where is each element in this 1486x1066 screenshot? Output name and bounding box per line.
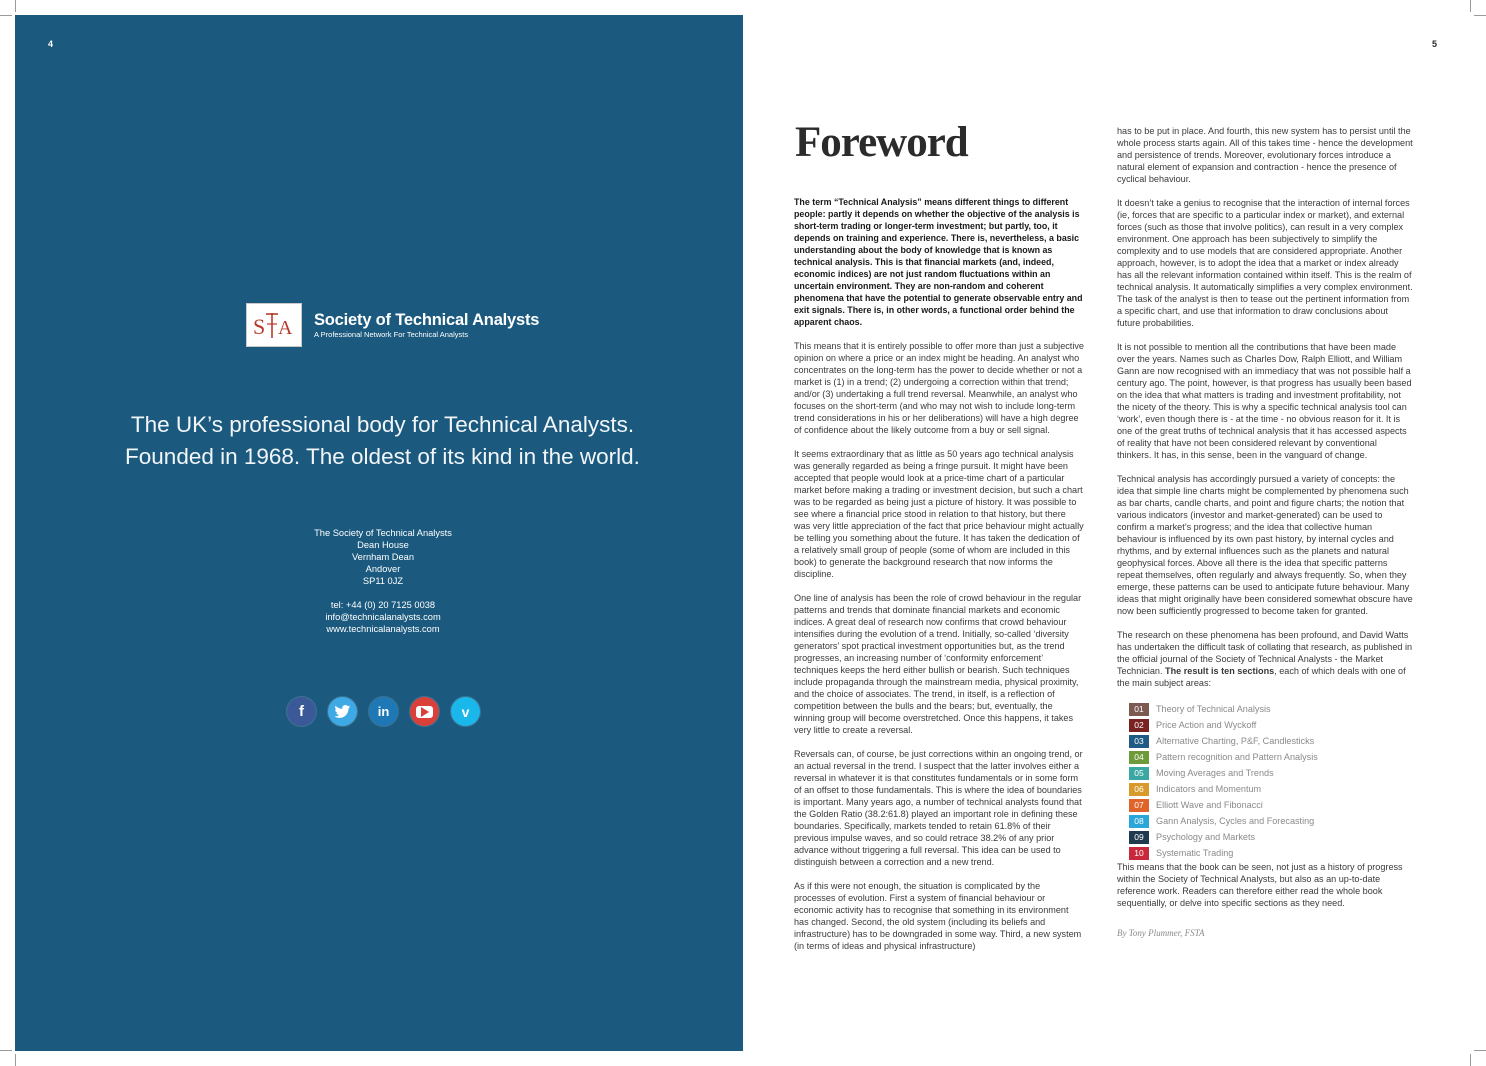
right-page bbox=[743, 0, 1486, 1066]
paragraph: As if this were not enough, the situation is complicated by the processes of evolution. First a system of financial behaviour or economic activity has to recognise that something in its environment has changed. Second, the old system (including its beliefs and infrastructure) has to be downgraded in some way. Third, a new system (in terms of ideas and physical infrastructure) bbox=[794, 881, 1082, 951]
sections-list bbox=[1129, 701, 1413, 861]
address-line: The Society of Technical Analysts bbox=[314, 528, 452, 538]
lead-paragraph: The term “Technical Analysis” means different things to different people: partly it depends on whether the objective of the analysis is short-term trading or longer-term investment; but partly, too, it depends on training and experience. There is, nevertheless, a basic understanding about the body of knowledge that is known as technical analysis. This is that financial markets (and, indeed, economic indices) are not just random fluctuations within an uncertain environment. They are non-random and coherent phenomena that have the potential to generate observable entry and exit signals. There is, in other words, a functional order behind the apparent chaos. bbox=[794, 197, 1083, 327]
section-label: Indicators and Momentum bbox=[1156, 784, 1262, 794]
paragraph: It seems extraordinary that as little as 50 years ago technical analysis was generally regarded as being a fringe pursuit. It might have been accepted that people would look at a price-time chart of a particular market before making a trading or investment decision, but such a chart was to be regarded as being just a picture of history. It was possible to see where a financial price stood in relation to that history, but there was very little appreciation of the fact that price behaviour might actually be telling you something about the future. It has taken the dedication of a relatively small group of people (some of whom are included in this book) to generate the background research that now informs the discipline. bbox=[794, 449, 1084, 579]
facebook-icon[interactable]: f bbox=[287, 697, 316, 726]
section-number-badge: 04 bbox=[1129, 751, 1149, 764]
logo-tagline: A Professional Network For Technical Analysts bbox=[314, 329, 469, 339]
address-line: Dean House bbox=[357, 540, 409, 550]
research-paragraph bbox=[1117, 629, 1413, 689]
research-bold: The result is ten sections bbox=[1165, 666, 1275, 676]
section-number-badge: 10 bbox=[1129, 847, 1149, 860]
paragraph: It doesn’t take a genius to recognise that the interaction of internal forces (ie, forces that are specific to a particular index or market), and external forces (such as those that involve politics), can result in a very complex environment. One approach has been subjectively to simplify the complexity and to use models that are considered appropriate. Another approach, however, is to adopt the idea that a market or index already has all the relevant information contained within itself. This is the realm of technical analysis. It automatically simplifies a very complex environment. The task of the analyst is then to tease out the pertinent information from a specific chart, and use that information to draw conclusions about future probabilities. bbox=[1117, 198, 1413, 328]
section-item bbox=[1129, 765, 1413, 781]
section-item bbox=[1129, 813, 1413, 829]
sta-logo-icon bbox=[251, 310, 297, 340]
paragraph: Technical analysis has accordingly pursued a variety of concepts: the idea that simple line charts might be complemented by phenomena such as bar charts, candle charts, and point and figure charts; the notion that various indicators (investor and market-generated) can be used to confirm a market’s progress; and the idea that collective human behaviour is influenced by its own past history, by internal cycles and rhythms, and by external influences such as the planets and natural geophysical forces. Above all there is the idea that specific patterns repeat themselves, often regularly and always frequently. So, when they emerge, these patterns can be used to anticipate future behaviour. Many ideas that might originally have been considered somewhat obscure have now been sufficiently progressed to become taken for granted. bbox=[1117, 474, 1413, 616]
section-number-badge: 07 bbox=[1129, 799, 1149, 812]
svg-text:A: A bbox=[278, 317, 293, 339]
section-number-badge: 01 bbox=[1129, 703, 1149, 716]
column-left bbox=[794, 196, 1084, 964]
contact-email[interactable]: info@technicalanalysts.com bbox=[325, 612, 441, 622]
section-item bbox=[1129, 845, 1413, 861]
crop-mark bbox=[0, 1050, 12, 1051]
crop-mark bbox=[15, 0, 16, 12]
section-label: Pattern recognition and Pattern Analysis bbox=[1156, 752, 1318, 762]
section-number-badge: 09 bbox=[1129, 831, 1149, 844]
social-icons bbox=[287, 697, 480, 726]
contact-phone: tel: +44 (0) 20 7125 0038 bbox=[330, 600, 436, 610]
svg-text:S: S bbox=[253, 314, 266, 339]
section-label: Elliott Wave and Fibonacci bbox=[1156, 800, 1263, 810]
sta-logo bbox=[246, 303, 539, 347]
section-label: Systematic Trading bbox=[1156, 848, 1234, 858]
page-title: Foreword bbox=[795, 119, 968, 166]
address-block bbox=[15, 527, 751, 635]
section-item bbox=[1129, 797, 1413, 813]
address-line: Andover bbox=[365, 564, 401, 574]
section-label: Price Action and Wyckoff bbox=[1156, 720, 1257, 730]
section-item bbox=[1129, 829, 1413, 845]
section-item bbox=[1129, 701, 1413, 717]
section-label: Theory of Technical Analysis bbox=[1156, 704, 1271, 714]
section-number-badge: 03 bbox=[1129, 735, 1149, 748]
section-number-badge: 08 bbox=[1129, 815, 1149, 828]
section-item bbox=[1129, 749, 1413, 765]
paragraph: Reversals can, of course, be just corrections within an ongoing trend, or an actual reversal in the trend. I suspect that the latter involves either a reversal in whatever it is that constitutes fundamentals or in some form of an offset to those fundamentals. This is where the idea of boundaries is important. Many years ago, a number of technical analysts found that the Golden Ratio (38.2:61.8) played an important role in defining these boundaries. Specifically, markets tended to retain 61.8% of their previous impulse waves, and so could retrace 38.2% of any prior advance without triggering a full reversal. This idea can be used to distinguish between a correction and a new trend. bbox=[794, 749, 1083, 867]
section-number-badge: 05 bbox=[1129, 767, 1149, 780]
address-line: SP11 0JZ bbox=[362, 576, 404, 586]
section-label: Gann Analysis, Cycles and Forecasting bbox=[1156, 816, 1315, 826]
headline-line: The UK’s professional body for Technical Analysts. bbox=[130, 412, 635, 437]
research-tail: , each of which deals with one of the main subject areas: bbox=[1117, 666, 1406, 688]
sta-logo-mark bbox=[246, 303, 302, 347]
left-page bbox=[15, 15, 743, 1051]
section-label: Alternative Charting, P&F, Candlesticks bbox=[1156, 736, 1315, 746]
logo-name: Society of Technical Analysts bbox=[314, 310, 540, 329]
paragraph: has to be put in place. And fourth, this new system has to persist until the whole process starts again. All of this takes time - hence the development and persistence of trends. Moreover, evolutionary forces introduce a natural element of expansion and contraction - hence the presence of cyclical behaviour. bbox=[1117, 126, 1413, 184]
signature: By Tony Plummer, FSTA bbox=[1117, 928, 1205, 938]
linkedin-icon[interactable]: in bbox=[369, 697, 398, 726]
twitter-icon[interactable] bbox=[328, 697, 357, 726]
youtube-icon[interactable] bbox=[410, 697, 439, 726]
section-item bbox=[1129, 781, 1413, 797]
page-number: 4 bbox=[48, 39, 54, 49]
section-item bbox=[1129, 717, 1413, 733]
section-label: Moving Averages and Trends bbox=[1156, 768, 1274, 778]
headline-line: Founded in 1968. The oldest of its kind in the world. bbox=[125, 444, 640, 469]
page-number: 5 bbox=[1432, 39, 1438, 49]
crop-mark bbox=[15, 1054, 16, 1066]
closing-paragraph: This means that the book can be seen, not just as a history of progress within the Society of Technical Analysts, but also as an up-to-date reference work. Readers can therefore either read the whole book sequentially, or delve into specific sections as they need. bbox=[1117, 862, 1403, 908]
contact-website[interactable]: www.technicalanalysts.com bbox=[326, 624, 440, 634]
column-right bbox=[1117, 125, 1413, 939]
research-text: The research on these phenomena has been profound, and David Watts has undertaken the difficult task of collating that research, as published in the official journal of the Society of Technical Analysts - the Market Technician. bbox=[1117, 630, 1413, 676]
section-number-badge: 06 bbox=[1129, 783, 1149, 796]
section-label: Psychology and Markets bbox=[1156, 832, 1256, 842]
headline bbox=[15, 409, 750, 473]
vimeo-icon[interactable]: v bbox=[451, 697, 480, 726]
paragraph: This means that it is entirely possible to offer more than just a subjective opinion on where a price or an index might be heading. An analyst who concentrates on the long-term has the power to decide whether or not a market is (1) in a trend; (2) undergoing a correction within that trend; and/or (3) undertaking a full trend reversal. Meanwhile, an analyst who focuses on the short-term (and who may not wish to include long-term trend considerations in his or her deliberations) will have a high degree of confidence about the likely outcome from a buy or sell signal. bbox=[794, 341, 1084, 435]
paragraph: It is not possible to mention all the contributions that have been made over the years. Names such as Charles Dow, Ralph Elliott, and William Gann are now recognised with an immediacy that was not possible half a century ago. The point, however, is that progress has usually been based on the idea that what matters is trading and investment profitability, not the nicety of the theory. This is why a specific technical analysis tool can ‘work’, even though there is - at the time - no obvious reason for it. It is one of the great truths of technical analysis that it has accessed aspects of reality that have not been considered relevant by conventional thinkers. It has, in this sense, been in the vanguard of change. bbox=[1117, 342, 1412, 460]
address-line: Vernham Dean bbox=[351, 552, 415, 562]
paragraph: One line of analysis has been the role of crowd behaviour in the regular patterns and trends that dominate financial markets and economic indices. A great deal of research now confirms that crowd behaviour intensifies during the evolution of a trend. Initially, so-called ‘diversity generators’ spot practical investment opportunities but, as the trend progresses, an increasing number of ‘conformity enforcement’ techniques keeps the herd either bullish or bearish. Such techniques include propaganda through the mainstream media, physical proximity, and the choice of associates. The trend, in itself, is a reflection of competition between the bulls and the bears; but, eventually, the winning group will become overstretched. Once this happens, it takes very little to create a reversal. bbox=[794, 593, 1082, 735]
crop-mark bbox=[0, 15, 12, 16]
section-item bbox=[1129, 733, 1413, 749]
section-number-badge: 02 bbox=[1129, 719, 1149, 732]
